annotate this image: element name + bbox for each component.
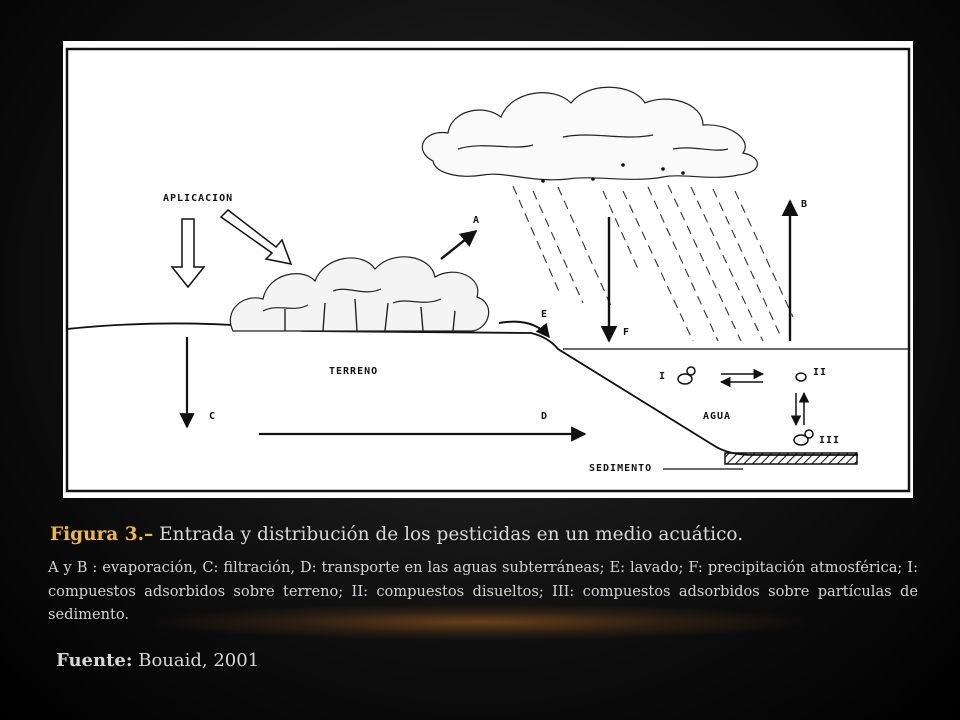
cloud xyxy=(422,87,757,180)
source-value: Bouaid, 2001 xyxy=(132,650,260,671)
arrow-a-evaporation xyxy=(441,231,476,259)
particle-dissolved xyxy=(796,373,806,381)
pesticide-distribution-diagram xyxy=(63,41,913,498)
label-c: C xyxy=(209,411,217,422)
ground-profile xyxy=(67,323,858,455)
source-label: Fuente: xyxy=(56,650,133,671)
source-citation xyxy=(56,650,259,671)
particle-adsorbed-soil xyxy=(678,367,695,384)
vegetation xyxy=(230,257,488,331)
particle-adsorbed-sediment xyxy=(794,430,813,445)
figure-title-text: Entrada y distribución de los pesticidas en un medio acuático. xyxy=(153,524,744,545)
equilibrium-arrows-ii-iii xyxy=(796,393,804,425)
label-i: I xyxy=(659,371,667,382)
diagram-svg xyxy=(63,41,913,498)
figure-number: Figura 3.– xyxy=(50,524,154,545)
label-aplicacion: APLICACION xyxy=(163,193,234,204)
label-d: D xyxy=(541,411,549,422)
sediment-layer xyxy=(725,453,857,464)
figure-legend-text: A y B : evaporación, C: filtración, D: transporte en las aguas subterráneas; E: lavado; F: precipitación atmosférica; I: compuestos adsorbidos sobre terreno; II: compuestos disueltos; III: compuestos adsorbidos sobre partículas de sedimento. xyxy=(48,559,918,623)
label-sedimento: SEDIMENTO xyxy=(589,463,653,474)
label-b: B xyxy=(801,199,809,210)
equilibrium-arrows-i-ii xyxy=(721,374,763,382)
application-arrow-diagonal xyxy=(221,210,291,264)
label-terreno: TERRENO xyxy=(329,366,379,377)
figure-caption-title xyxy=(50,524,930,545)
application-arrow-hollow xyxy=(172,219,204,287)
label-f: F xyxy=(623,327,631,338)
label-a: A xyxy=(473,215,481,226)
rain-streaks xyxy=(513,185,793,341)
label-agua: AGUA xyxy=(703,411,732,422)
arrow-e-runoff xyxy=(499,322,549,337)
label-ii: II xyxy=(813,367,828,378)
label-iii: III xyxy=(819,435,841,446)
label-e: E xyxy=(541,309,549,320)
